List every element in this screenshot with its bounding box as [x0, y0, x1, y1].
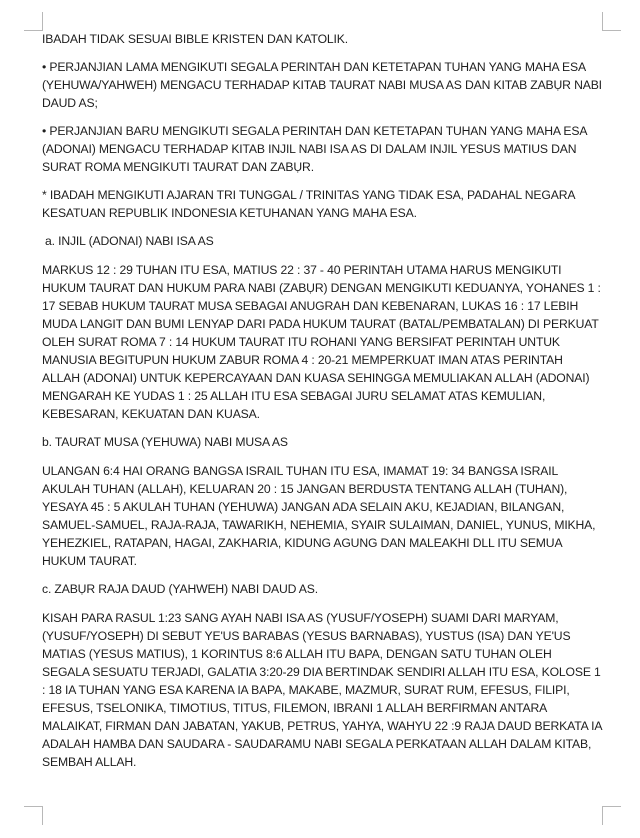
intro-line: IBADAH TIDAK SESUAI BIBLE KRISTEN DAN KATOLIK. [42, 32, 349, 46]
body-taurat: ULANGAN 6:4 HAI ORANG BANGSA ISRAIL TUHAN ITU ESA, IMAMAT 19: 34 BANGSA ISRAIL AKULAH TUHAN (ALLAH), KELUARAN 20 : 15 JANGAN BERDUSTA TENTANG ALLAH (TUHAN), YESAYA 45 : 5 AKULAH TUHAN (YEHUWA) JANGAN ADA SELAIN AKU, KEJADIAN, BILANGAN, SAMUEL-SAMUEL, RAJA-RAJA, TAWARIKH, NEHEMIA, SYAIR SULAIMAN, DANIEL, YUNUS, MIKHA, YEHEZKIEL, RATAPAN, HAGAI, ZAKHARIA, KIDUNG AGUNG DAN MALEAKHI DLL ITU SEMUA HUKUM TAURAT. [42, 464, 596, 568]
crop-mark-bottom-right [602, 806, 621, 825]
body-injil: MARKUS 12 : 29 TUHAN ITU ESA, MATIUS 22 : 37 - 40 PERINTAH UTAMA HARUS MENGIKUTI HUKUM TAURAT DAN HUKUM PARA NABI (ZABỤR) DENGAN MENGIKUTI KEDUANYA, YOHANES 1 : 17 SEBAB HUKUM TAURAT MUSA SEBAGAI ANUGRAH DAN KEBENARAN, LUKAS 16 : 17 LEBIH MUDA LANGIT DAN BUMI LENYAP DARI PADA HUKUM TAURAT (BATAL/PEMBATALAN) DI PERKUAT OLEH SURAT ROMA 7 : 14 HUKUM TAURAT ITU ROHANI YANG BERSIFAT PERINTAH UNTUK MANUSIA BEGITUPUN HUKUM ZABUR ROMA 4 : 20-21 MEMPERKUAT IMAN ATAS PERINTAH ALLAH (ADONAI) UNTUK KEPERCAYAAN DAN KUASA SEHINGGA MEMULIAKAN ALLAH (ADONAI) MENGARAH KE YUDAS 1 : 25 ALLAH ITU ESA SEBAGAI JURU SELAMAT ATAS KEMULIAN, KEBESARAN, KEKUATAN DAN KUASA. [42, 263, 601, 421]
document-body [42, 30, 602, 781]
bullet-perjanjian-baru: • PERJANJIAN BARU MENGIKUTI SEGALA PERINTAH DAN KETETAPAN TUHAN YANG MAHA ESA (ADONAI) MENGACU TERHADAP KITAB INJIL NABI ISA AS DI DALAM INJIL YESUS MATIUS DAN SURAT ROMA MENGIKUTI TAURAT DAN ZABỤR. [42, 124, 587, 174]
heading-zabur: c. ZABỤR RAJA DAUD (YAHWEH) NABI DAUD AS. [42, 582, 319, 596]
crop-mark-top-left [24, 12, 43, 31]
bullet-tri-tunggal: * IBADAH MENGIKUTI AJARAN TRI TUNGGAL / TRINITAS YANG TIDAK ESA, PADAHAL NEGARA KESATUAN REPUBLIK INDONESIA KETUHANAN YANG MAHA ESA. [42, 188, 575, 220]
body-zabur: KISAH PARA RASUL 1:23 SANG AYAH NABI ISA AS (YUSUF/YOSEPH) SUAMI DARI MARYAM, (YUSUF/YOSEPH) DI SEBUT YE'US BARABAS (YESUS BARNABAS), YUSTUS (ISA) DAN YE'US MATIAS (YESUS MATIUS), 1 KORINTUS 8:6 ALLAH ITU BAPA, DENGAN SATU TUHAN OLEH SEGALA SESUATU TERJADI, GALATIA 3:20-29 DIA BERTINDAK SENDIRI ALLAH ITU ESA, KOLOSE 1 : 18 IA TUHAN YANG ESA KARENA IA BAPA, MAKABE, MAZMUR, SURAT RUM, EFESUS, FILIPI, EFESUS, TSELONIKA, TIMOTIUS, TITUS, FILEMON, IBRANI 1 ALLAH BERFIRMAN ANTARA MALAIKAT, FIRMAN DAN JABATAN, YAKUB, PETRUS, YAHYA, WAHYU 22 :9 RAJA DAUD BERKATA IA ADALAH HAMBA DAN SAUDARA - SAUDARAMU NABI SEGALA PERKATAAN ALLAH DALAM KITAB, SEMBAH ALLAH. [42, 611, 602, 769]
heading-injil: a. INJIL (ADONAI) NABI ISA AS [45, 234, 214, 248]
heading-taurat: b. TAURAT MUSA (YEHUWA) NABI MUSA AS [42, 435, 288, 449]
crop-mark-bottom-left [24, 806, 43, 825]
bullet-perjanjian-lama: • PERJANJIAN LAMA MENGIKUTI SEGALA PERINTAH DAN KETETAPAN TUHAN YANG MAHA ESA (YEHUWA/YAHWEH) MENGACU TERHADAP KITAB TAURAT NABI MUSA AS DAN KITAB ZABỤR NABI DAUD AS; [42, 60, 602, 110]
crop-mark-top-right [602, 12, 621, 31]
